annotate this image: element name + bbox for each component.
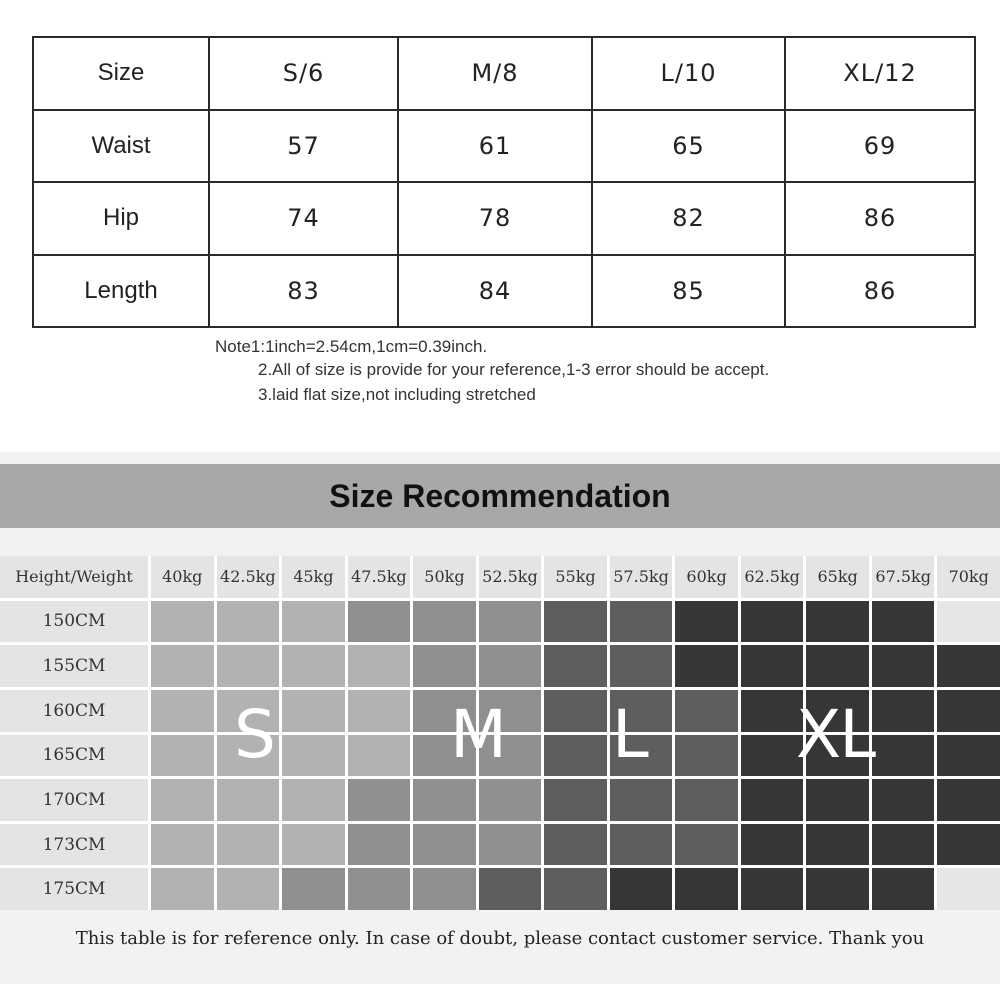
height-label-160cm: 160CM bbox=[0, 690, 148, 732]
height-label-175cm: 175CM bbox=[0, 868, 148, 910]
size-letter-s: S bbox=[234, 696, 274, 773]
size-cell bbox=[151, 735, 214, 777]
size-cell bbox=[282, 868, 345, 910]
waist-label: Waist bbox=[33, 110, 209, 183]
size-cell bbox=[217, 645, 280, 687]
size-cell bbox=[675, 868, 738, 910]
size-recommendation-section bbox=[0, 452, 1000, 984]
hip-m-value: 78 bbox=[398, 182, 592, 255]
size-cell bbox=[872, 868, 935, 910]
size-cell bbox=[544, 601, 607, 643]
size-cell bbox=[217, 779, 280, 821]
size-cell bbox=[675, 824, 738, 866]
weight-header-62-5kg: 62.5kg bbox=[741, 556, 804, 598]
size-cell bbox=[151, 779, 214, 821]
size-header-l: L/10 bbox=[592, 37, 785, 110]
size-cell bbox=[151, 690, 214, 732]
size-cell bbox=[413, 601, 476, 643]
size-cell bbox=[151, 868, 214, 910]
height-label-150cm: 150CM bbox=[0, 601, 148, 643]
weight-header-55kg: 55kg bbox=[544, 556, 607, 598]
size-header-row bbox=[33, 37, 975, 110]
size-cell bbox=[806, 868, 869, 910]
size-cell bbox=[741, 735, 804, 777]
waist-row bbox=[33, 110, 975, 183]
size-cell bbox=[544, 779, 607, 821]
length-l-value: 85 bbox=[592, 255, 785, 328]
waist-xl-value: 69 bbox=[785, 110, 975, 183]
size-cell bbox=[348, 868, 411, 910]
size-cell bbox=[741, 779, 804, 821]
weight-header-60kg: 60kg bbox=[675, 556, 738, 598]
size-cell bbox=[610, 779, 673, 821]
size-cell bbox=[544, 868, 607, 910]
note-line-3: 3.laid flat size,not including stretched bbox=[258, 385, 536, 404]
weight-header-40kg: 40kg bbox=[151, 556, 214, 598]
waist-s-value: 57 bbox=[209, 110, 398, 183]
length-xl-value: 86 bbox=[785, 255, 975, 328]
size-cell bbox=[348, 735, 411, 777]
size-cell bbox=[282, 735, 345, 777]
size-cell bbox=[282, 601, 345, 643]
size-cell bbox=[544, 645, 607, 687]
height-label-170cm: 170CM bbox=[0, 779, 148, 821]
size-cell bbox=[806, 645, 869, 687]
size-cell bbox=[675, 779, 738, 821]
size-cell bbox=[544, 735, 607, 777]
weight-header-52-5kg: 52.5kg bbox=[479, 556, 542, 598]
weight-header-70kg: 70kg bbox=[937, 556, 1000, 598]
height-label-165cm: 165CM bbox=[0, 735, 148, 777]
size-cell bbox=[806, 601, 869, 643]
size-cell bbox=[937, 779, 1000, 821]
size-cell bbox=[741, 868, 804, 910]
height-weight-corner-label: Height/Weight bbox=[0, 556, 148, 598]
size-cell bbox=[348, 645, 411, 687]
size-cell bbox=[937, 868, 1000, 910]
size-cell bbox=[348, 824, 411, 866]
waist-m-value: 61 bbox=[398, 110, 592, 183]
size-cell bbox=[479, 824, 542, 866]
size-cell bbox=[741, 645, 804, 687]
size-letter-l: L bbox=[612, 696, 647, 773]
length-s-value: 83 bbox=[209, 255, 398, 328]
size-cell bbox=[872, 645, 935, 687]
size-cell bbox=[348, 601, 411, 643]
height-label-155cm: 155CM bbox=[0, 645, 148, 687]
length-row bbox=[33, 255, 975, 328]
size-cell bbox=[675, 690, 738, 732]
size-cell bbox=[610, 645, 673, 687]
size-header-xl: XL/12 bbox=[785, 37, 975, 110]
size-cell bbox=[479, 868, 542, 910]
hip-row bbox=[33, 182, 975, 255]
weight-header-67-5kg: 67.5kg bbox=[872, 556, 935, 598]
height-label-173cm: 173CM bbox=[0, 824, 148, 866]
size-chart-table bbox=[32, 36, 976, 328]
size-cell bbox=[151, 601, 214, 643]
size-cell bbox=[872, 690, 935, 732]
hip-l-value: 82 bbox=[592, 182, 785, 255]
size-cell bbox=[610, 824, 673, 866]
waist-l-value: 65 bbox=[592, 110, 785, 183]
size-cell bbox=[872, 601, 935, 643]
size-cell bbox=[479, 645, 542, 687]
size-cell bbox=[282, 690, 345, 732]
size-cell bbox=[544, 824, 607, 866]
size-cell bbox=[217, 824, 280, 866]
size-cell bbox=[282, 824, 345, 866]
size-cell bbox=[413, 779, 476, 821]
weight-header-65kg: 65kg bbox=[806, 556, 869, 598]
length-label: Length bbox=[33, 255, 209, 328]
size-header-m: M/8 bbox=[398, 37, 592, 110]
size-recommendation-title: Size Recommendation bbox=[0, 464, 1000, 528]
size-cell bbox=[806, 824, 869, 866]
size-cell bbox=[806, 779, 869, 821]
size-letter-xl: XL bbox=[796, 696, 874, 773]
note-line-2: 2.All of size is provide for your reference,1-3 error should be accept. bbox=[258, 360, 770, 379]
size-cell bbox=[610, 868, 673, 910]
size-cell bbox=[937, 601, 1000, 643]
size-cell bbox=[675, 735, 738, 777]
size-cell bbox=[217, 868, 280, 910]
size-cell bbox=[479, 601, 542, 643]
hip-s-value: 74 bbox=[209, 182, 398, 255]
size-cell bbox=[151, 645, 214, 687]
weight-header-42-5kg: 42.5kg bbox=[217, 556, 280, 598]
size-cell bbox=[413, 868, 476, 910]
size-cell bbox=[413, 645, 476, 687]
size-cell bbox=[413, 824, 476, 866]
weight-header-50kg: 50kg bbox=[413, 556, 476, 598]
size-cell bbox=[937, 645, 1000, 687]
size-cell bbox=[872, 824, 935, 866]
weight-header-57-5kg: 57.5kg bbox=[610, 556, 673, 598]
size-cell bbox=[217, 601, 280, 643]
size-cell bbox=[282, 645, 345, 687]
size-cell bbox=[741, 824, 804, 866]
size-cell bbox=[151, 824, 214, 866]
weight-header-45kg: 45kg bbox=[282, 556, 345, 598]
size-letter-m: M bbox=[450, 696, 505, 773]
size-cell bbox=[675, 645, 738, 687]
size-cell bbox=[544, 690, 607, 732]
weight-header-47-5kg: 47.5kg bbox=[348, 556, 411, 598]
size-cell bbox=[872, 735, 935, 777]
size-cell bbox=[479, 779, 542, 821]
hip-label: Hip bbox=[33, 182, 209, 255]
size-cell bbox=[610, 601, 673, 643]
hip-xl-value: 86 bbox=[785, 182, 975, 255]
size-cell bbox=[872, 779, 935, 821]
size-cell bbox=[937, 824, 1000, 866]
size-cell bbox=[348, 779, 411, 821]
size-cell bbox=[282, 779, 345, 821]
size-cell bbox=[741, 601, 804, 643]
reference-disclaimer: This table is for reference only. In case of doubt, please contact customer service. Thank you bbox=[75, 928, 925, 949]
size-header-s: S/6 bbox=[209, 37, 398, 110]
size-cell bbox=[937, 690, 1000, 732]
length-m-value: 84 bbox=[398, 255, 592, 328]
size-cell bbox=[937, 735, 1000, 777]
note-line-1: Note1:1inch=2.54cm,1cm=0.39inch. bbox=[215, 337, 488, 356]
size-cell bbox=[348, 690, 411, 732]
size-cell bbox=[675, 601, 738, 643]
size-cell bbox=[741, 690, 804, 732]
size-header-label: Size bbox=[33, 37, 209, 110]
